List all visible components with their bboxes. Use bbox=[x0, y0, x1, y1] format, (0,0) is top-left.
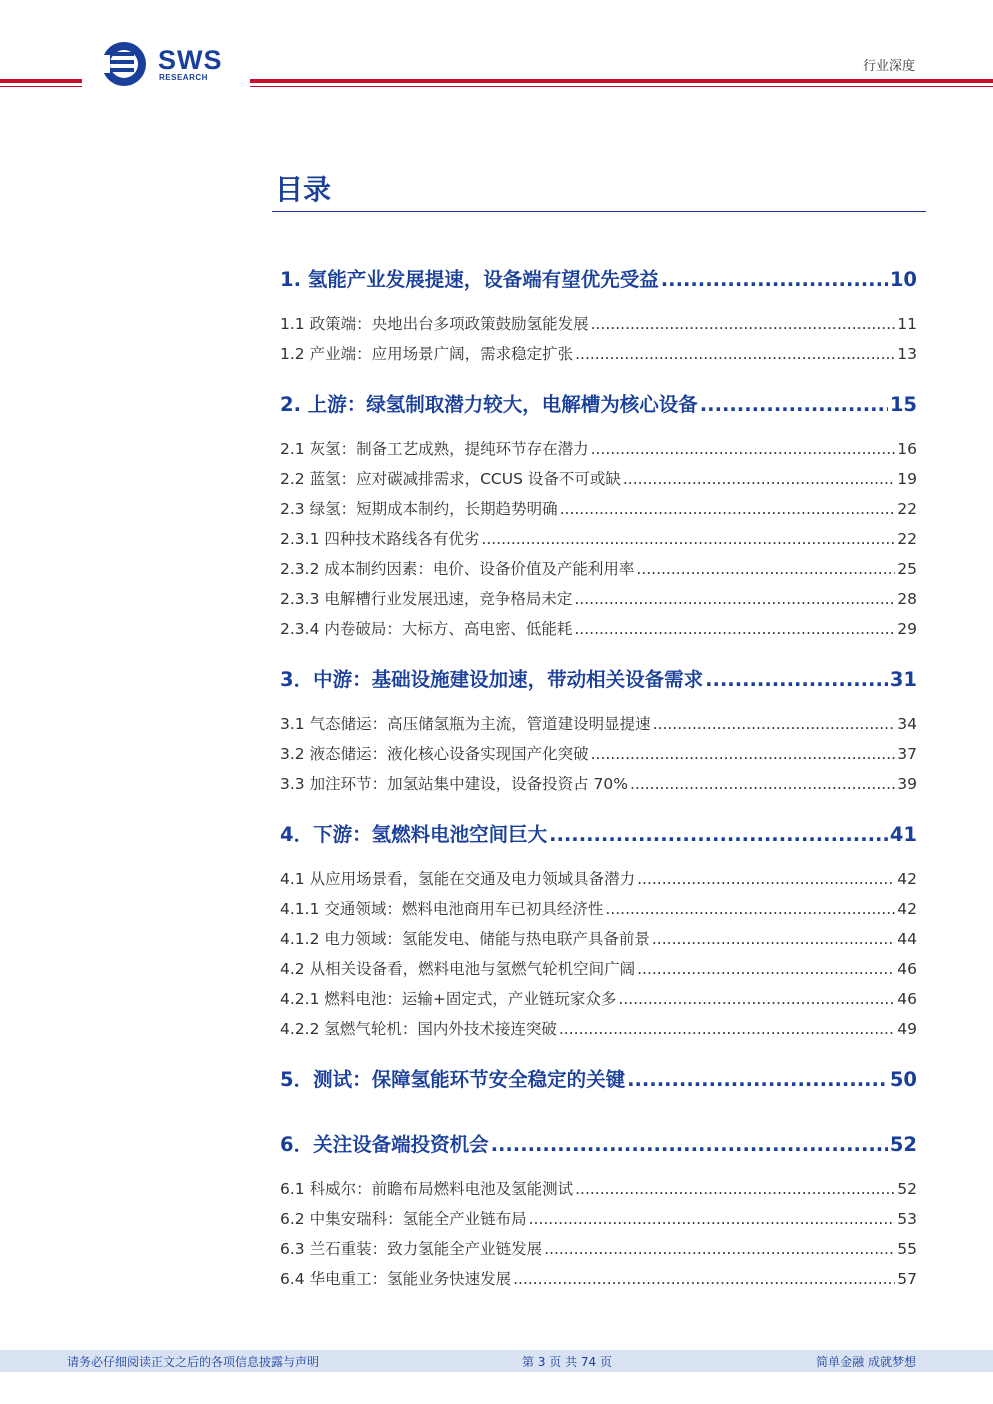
toc-entry-page: 10 bbox=[889, 268, 917, 291]
toc-entry-label: 2.3.4 内卷破局：大标方、高电密、低能耗 bbox=[280, 620, 573, 638]
toc-leader-dots bbox=[630, 772, 895, 796]
toc-leader-dots bbox=[636, 557, 895, 581]
toc-entry-page: 42 bbox=[897, 900, 917, 918]
toc-entry-4-2[interactable] bbox=[280, 957, 917, 981]
toc-entry-5[interactable] bbox=[280, 1065, 917, 1095]
toc-entry-6-2[interactable] bbox=[280, 1207, 917, 1231]
toc-leader-dots bbox=[544, 1237, 895, 1261]
toc-leader-dots bbox=[623, 467, 895, 491]
toc-entry-label: 2.3.1 四种技术路线各有优劣 bbox=[280, 530, 480, 548]
toc-entry-page: 19 bbox=[897, 470, 917, 488]
toc-entry-label: 4.2.2 氢燃气轮机：国内外技术接连突破 bbox=[280, 1020, 557, 1038]
toc-leader-dots bbox=[700, 390, 888, 420]
toc-entry-page: 44 bbox=[897, 930, 917, 948]
toc-entry-page: 53 bbox=[897, 1210, 917, 1228]
toc-entry-label: 4．下游：氢燃料电池空间巨大 bbox=[280, 823, 548, 846]
toc-entry-label: 2.3.3 电解槽行业发展迅速，竞争格局未定 bbox=[280, 590, 573, 608]
toc-leader-dots bbox=[559, 1017, 895, 1041]
toc-leader-dots bbox=[605, 897, 895, 921]
toc-entry-2-3-1[interactable] bbox=[280, 527, 917, 551]
toc-leader-dots bbox=[591, 742, 896, 766]
header-rule-left bbox=[0, 79, 82, 83]
toc-entry-page: 46 bbox=[897, 990, 917, 1008]
toc-entry-page: 22 bbox=[897, 500, 917, 518]
toc-leader-dots bbox=[491, 1130, 888, 1160]
toc-entry-label: 4.1 从应用场景看，氢能在交通及电力领域具备潜力 bbox=[280, 870, 636, 888]
toc-entry-page: 52 bbox=[897, 1180, 917, 1198]
toc-leader-dots bbox=[575, 342, 895, 366]
toc-leader-dots bbox=[652, 927, 895, 951]
toc-entry-3-1[interactable] bbox=[280, 712, 917, 736]
toc-entry-2-3[interactable] bbox=[280, 497, 917, 521]
toc-entry-label: 6.1 科威尔：前瞻布局燃料电池及氢能测试 bbox=[280, 1180, 574, 1198]
toc-entry-1[interactable] bbox=[280, 265, 917, 295]
toc-entry-1-2[interactable] bbox=[280, 342, 917, 366]
toc-entry-page: 15 bbox=[889, 393, 917, 416]
toc-entry-page: 57 bbox=[897, 1270, 917, 1288]
toc-entry-4-1-2[interactable] bbox=[280, 927, 917, 951]
toc-entry-label: 4.1.1 交通领域：燃料电池商用车已初具经济性 bbox=[280, 900, 604, 918]
toc-entry-page: 50 bbox=[889, 1068, 917, 1091]
toc-entry-label: 3.3 加注环节：加氢站集中建设，设备投资占 70% bbox=[280, 775, 628, 793]
title-rule bbox=[272, 211, 926, 212]
toc-leader-dots bbox=[591, 437, 896, 461]
toc-entry-label: 6.2 中集安瑞科：氢能全产业链布局 bbox=[280, 1210, 527, 1228]
logo-text: SWS bbox=[158, 45, 223, 75]
header-rule-right-thin bbox=[250, 86, 993, 87]
toc-entry-label: 3.2 液态储运：液化核心设备实现国产化突破 bbox=[280, 745, 589, 763]
toc-entry-page: 41 bbox=[889, 823, 917, 846]
toc-entry-label: 4.2.1 燃料电池：运输+固定式，产业链玩家众多 bbox=[280, 990, 617, 1008]
toc-leader-dots bbox=[627, 1065, 888, 1095]
toc-entry-2-3-2[interactable] bbox=[280, 557, 917, 581]
header-rule-left-thin bbox=[0, 86, 82, 87]
toc-entry-page: 28 bbox=[897, 590, 917, 608]
toc-leader-dots bbox=[618, 987, 895, 1011]
toc-entry-label: 4.2 从相关设备看，燃料电池与氢燃气轮机空间广阔 bbox=[280, 960, 636, 978]
report-type: 行业深度 bbox=[862, 59, 915, 74]
toc-leader-dots bbox=[661, 265, 888, 295]
logo-subtext: RESEARCH bbox=[159, 73, 208, 82]
toc-entry-label: 4.1.2 电力领域：氢能发电、储能与热电联产具备前景 bbox=[280, 930, 650, 948]
toc-entry-2-3-4[interactable] bbox=[280, 617, 917, 641]
toc-entry-4-2-1[interactable] bbox=[280, 987, 917, 1011]
toc-entry-label: 1.1 政策端：央地出台多项政策鼓励氢能发展 bbox=[280, 315, 589, 333]
toc-entry-page: 22 bbox=[897, 530, 917, 548]
header-rule-right bbox=[250, 79, 993, 83]
toc-entry-6-1[interactable] bbox=[280, 1177, 917, 1201]
toc-leader-dots bbox=[574, 587, 895, 611]
footer-disclaimer: 请务必仔细阅读正文之后的各项信息披露与声明 bbox=[67, 1355, 320, 1369]
toc-entry-label: 3．中游：基础设施建设加速，带动相关设备需求 bbox=[280, 668, 704, 691]
toc-entry-label: 1.2 产业端：应用场景广阔，需求稳定扩张 bbox=[280, 345, 574, 363]
toc-entry-page: 49 bbox=[897, 1020, 917, 1038]
toc-leader-dots bbox=[637, 867, 895, 891]
toc-leader-dots bbox=[653, 712, 896, 736]
toc-entry-2-1[interactable] bbox=[280, 437, 917, 461]
footer-page-info: 第 3 页 共 74 页 bbox=[522, 1355, 612, 1369]
toc-entry-page: 11 bbox=[897, 315, 917, 333]
toc-entry-page: 16 bbox=[897, 440, 917, 458]
sws-logo bbox=[100, 40, 240, 88]
toc-entry-1-1[interactable] bbox=[280, 312, 917, 336]
toc-entry-page: 31 bbox=[889, 668, 917, 691]
toc-leader-dots bbox=[529, 1207, 896, 1231]
toc-leader-dots bbox=[637, 957, 895, 981]
toc-title: 目录 bbox=[275, 173, 332, 206]
toc-entry-2-3-3[interactable] bbox=[280, 587, 917, 611]
toc-entry-2[interactable] bbox=[280, 390, 917, 420]
toc-leader-dots bbox=[574, 617, 895, 641]
toc-entry-4-2-2[interactable] bbox=[280, 1017, 917, 1041]
toc-entry-page: 52 bbox=[889, 1133, 917, 1156]
toc-entry-page: 29 bbox=[897, 620, 917, 638]
toc-entry-page: 55 bbox=[897, 1240, 917, 1258]
toc-entry-4-1[interactable] bbox=[280, 867, 917, 891]
toc-entry-label: 2.3.2 成本制约因素：电价、设备价值及产能利用率 bbox=[280, 560, 635, 578]
toc-entry-page: 39 bbox=[897, 775, 917, 793]
toc-entry-page: 42 bbox=[897, 870, 917, 888]
toc-entry-6-4[interactable] bbox=[280, 1267, 917, 1291]
toc-entry-label: 2.3 绿氢：短期成本制约，长期趋势明确 bbox=[280, 500, 558, 518]
toc-entry-page: 13 bbox=[897, 345, 917, 363]
toc-entry-label: 2.1 灰氢：制备工艺成熟，提纯环节存在潜力 bbox=[280, 440, 589, 458]
toc-entry-page: 46 bbox=[897, 960, 917, 978]
toc-entry-label: 2.2 蓝氢：应对碳减排需求，CCUS 设备不可或缺 bbox=[280, 470, 621, 488]
toc-entry-label: 2. 上游：绿氢制取潜力较大，电解槽为核心设备 bbox=[280, 393, 698, 416]
toc-leader-dots bbox=[549, 820, 888, 850]
toc-entry-2-2[interactable] bbox=[280, 467, 917, 491]
toc-entry-3-3[interactable] bbox=[280, 772, 917, 796]
toc-entry-6[interactable] bbox=[280, 1130, 917, 1160]
toc-entry-label: 6.4 华电重工：氢能业务快速发展 bbox=[280, 1270, 512, 1288]
toc-entry-page: 25 bbox=[897, 560, 917, 578]
toc-leader-dots bbox=[481, 527, 895, 551]
toc-leader-dots bbox=[705, 665, 888, 695]
footer-slogan: 简单金融 成就梦想 bbox=[816, 1355, 916, 1369]
toc-entry-page: 37 bbox=[897, 745, 917, 763]
toc-leader-dots bbox=[560, 497, 896, 521]
toc-leader-dots bbox=[591, 312, 896, 336]
toc-entry-label: 3.1 气态储运：高压储氢瓶为主流，管道建设明显提速 bbox=[280, 715, 651, 733]
toc-leader-dots bbox=[513, 1267, 895, 1291]
toc-entry-4-1-1[interactable] bbox=[280, 897, 917, 921]
toc-entry-label: 6.3 兰石重装：致力氢能全产业链发展 bbox=[280, 1240, 543, 1258]
toc-entry-page: 34 bbox=[897, 715, 917, 733]
toc-entry-3[interactable] bbox=[280, 665, 917, 695]
toc-entry-label: 6．关注设备端投资机会 bbox=[280, 1133, 489, 1156]
toc-leader-dots bbox=[575, 1177, 895, 1201]
toc-entry-3-2[interactable] bbox=[280, 742, 917, 766]
sws-logo-icon bbox=[100, 40, 150, 88]
toc-entry-4[interactable] bbox=[280, 820, 917, 850]
toc-entry-6-3[interactable] bbox=[280, 1237, 917, 1261]
toc-entry-label: 5．测试：保障氢能环节安全稳定的关键 bbox=[280, 1068, 626, 1091]
toc-entry-label: 1. 氢能产业发展提速，设备端有望优先受益 bbox=[280, 268, 659, 291]
